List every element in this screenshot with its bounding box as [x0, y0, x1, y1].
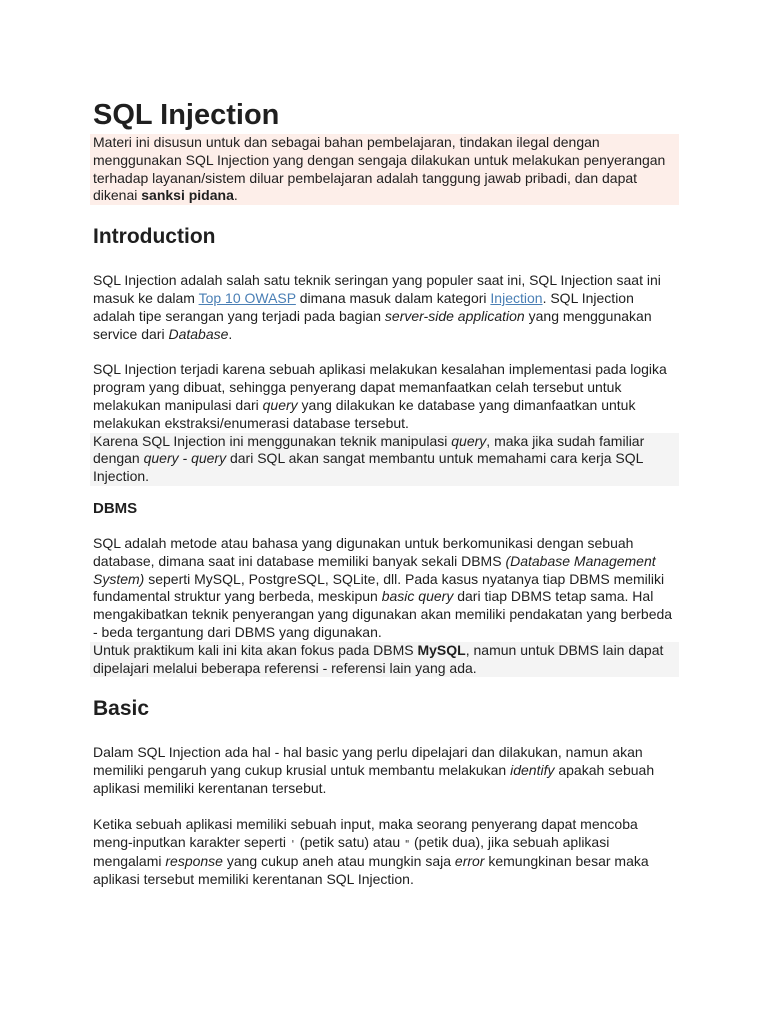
text: SQL Injection terjadi karena sebuah aplikasi melakukan kesalahan implementasi pada logika program yang dibuat, sehingga penyerang dapat memanfaatkan celah tersebut untuk melakukan manipulasi dari	[93, 361, 667, 413]
dbms-paragraph-2	[90, 642, 679, 678]
text: . SQL Injection adalah tipe serangan yang terjadi pada bagian	[93, 289, 634, 324]
injection-link[interactable]: Injection	[490, 289, 543, 306]
dbms-paragraph-1	[93, 535, 676, 642]
text: , maka jika sudah familiar dengan	[93, 432, 645, 467]
text: apakah sebuah aplikasi memiliki kerentanan tersebut.	[93, 762, 655, 796]
text: , namun untuk DBMS lain dapat dipelajari melalui beberapa referensi - referensi lain yang ada.	[93, 641, 664, 676]
italic-text: query - query	[143, 450, 227, 467]
top10-owasp-link[interactable]: Top 10 OWASP	[198, 289, 296, 306]
basic-paragraph-1	[93, 744, 676, 797]
text: Karena SQL Injection ini menggunakan teknik manipulasi	[93, 432, 452, 449]
italic-text: query	[451, 432, 487, 449]
text: Ketika sebuah aplikasi memiliki sebuah input, maka seorang penyerang dapat mencoba meng-inputkan karakter seperti	[93, 815, 638, 850]
italic-text: query	[262, 396, 298, 413]
quote-char: "	[404, 838, 411, 850]
intro-paragraph-3	[90, 433, 679, 486]
text: Dalam SQL Injection ada hal - hal basic yang perlu dipelajari dan dilakukan, namun akan memiliki pengaruh yang cukup krusial untuk membantu melakukan	[93, 744, 643, 779]
text: dari SQL akan sangat membantu untuk memahami cara kerja SQL Injection.	[93, 450, 643, 485]
disclaimer-text: Materi ini disusun untuk dan sebagai bahan pembelajaran, tindakan ilegal dengan menggunakan SQL Injection yang dengan sengaja dilakukan untuk melakukan penyerangan terhadap layanan/sistem diluar pembelajaran adalah tanggung jawab pribadi, dan dapat dikenai	[93, 134, 666, 204]
text: yang dilakukan ke database yang dimanfaatkan untuk melakukan ekstraksi/enumerasi database tersebut.	[93, 396, 636, 431]
text: yang menggunakan service dari	[93, 307, 652, 342]
intro-paragraph-2	[93, 361, 676, 432]
intro-heading: Introduction	[93, 225, 216, 249]
text: SQL adalah metode atau bahasa yang digunakan untuk berkomunikasi dengan sebuah database, dimana saat ini database memiliki banyak sekali DBMS	[93, 534, 634, 569]
italic-text: server-side application	[384, 307, 525, 324]
text: yang cukup aneh atau mungkin saja	[222, 853, 455, 870]
text: seperti MySQL, PostgreSQL, SQLite, dll. Pada kasus nyatanya tiap DBMS memiliki fundamental struktur yang berbeda, meskipun	[93, 570, 665, 605]
italic-text: identify	[510, 762, 555, 779]
text: dari tiap DBMS tetap sama. Hal mengakibatkan teknik penyerangan yang digunakan akan memiliki pendakatan yang berbeda - beda tergantung dari DBMS yang digunakan.	[93, 588, 673, 640]
italic-text: response	[165, 853, 223, 870]
bold-text: MySQL	[417, 641, 466, 658]
quote-char: '	[289, 838, 296, 850]
dbms-heading: DBMS	[93, 499, 138, 517]
italic-text: basic query	[381, 588, 454, 605]
basic-paragraph-2	[93, 816, 676, 889]
page-title: SQL Injection	[93, 99, 280, 131]
text: .	[228, 325, 233, 342]
disclaimer-box	[90, 134, 679, 205]
text: (petik satu) atau	[295, 833, 405, 850]
intro-paragraph-1	[93, 272, 676, 343]
italic-text: (Database Management System)	[93, 552, 656, 587]
text: Untuk praktikum kali ini kita akan fokus pada DBMS	[93, 641, 418, 658]
document-content	[93, 98, 676, 889]
text: SQL Injection adalah salah satu teknik seringan yang populer saat ini, SQL Injection saat ini masuk ke dalam	[93, 272, 661, 306]
text: dimana masuk dalam kategori	[295, 289, 491, 306]
disclaimer-bold: sanksi pidana	[141, 187, 234, 204]
text: kemungkinan besar maka aplikasi tersebut memiliki kerentanan SQL Injection.	[93, 853, 649, 888]
italic-text: Database	[168, 325, 229, 342]
basic-heading: Basic	[93, 697, 150, 721]
disclaimer-end: .	[233, 187, 238, 204]
italic-text: error	[454, 853, 485, 870]
text: (petik dua), jika sebuah aplikasi mengalami	[93, 833, 610, 870]
